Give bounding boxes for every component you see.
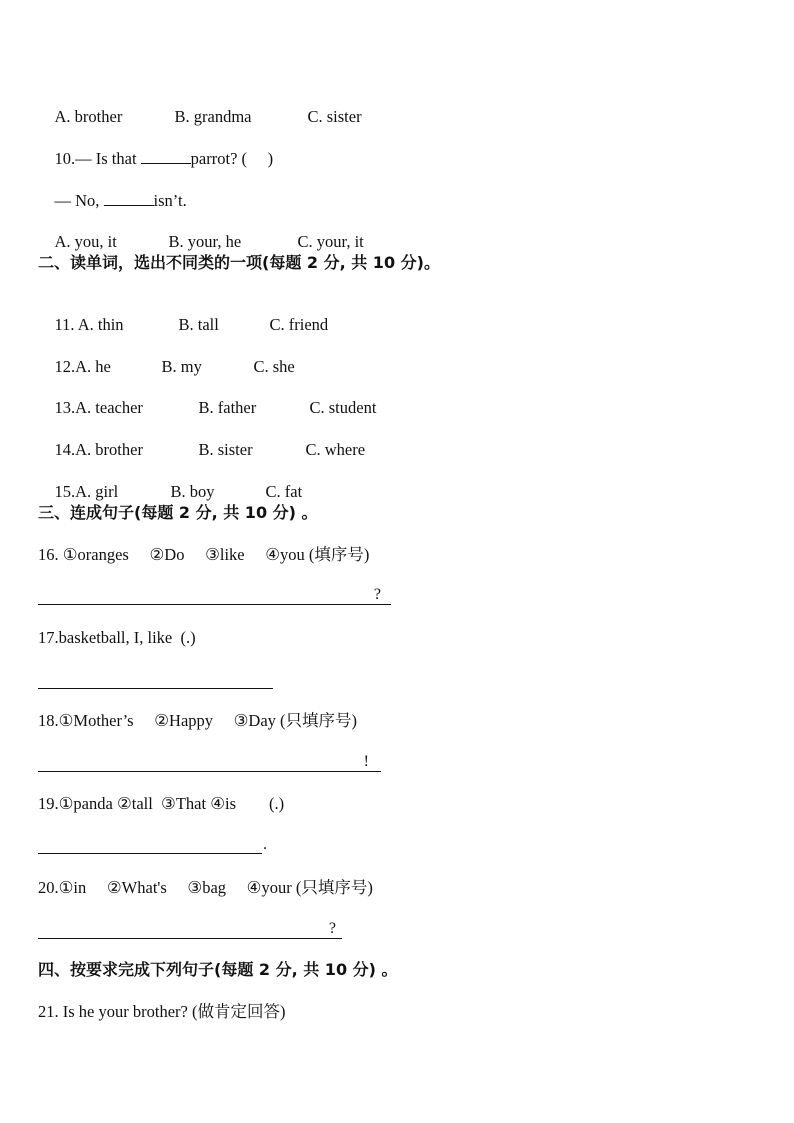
q9-option-a: A. brother [54, 107, 123, 126]
q10-prompt-end: parrot? ( ) [190, 149, 274, 168]
q18-answer-line[interactable] [38, 751, 381, 772]
q11-option-c: C. friend [269, 315, 329, 334]
q18-end-mark: ! [363, 753, 369, 770]
q14-option-a: 14.A. brother [54, 440, 143, 459]
q19-underline [38, 853, 262, 854]
q21-text: 21. Is he your brother? (做肯定回答) [38, 1002, 286, 1021]
q17-answer-line[interactable] [38, 668, 273, 689]
q18-text: 18.①Mother’s ②Happy ③Day (只填序号) [38, 711, 358, 730]
q11-option-b: B. tall [178, 315, 219, 334]
q20-answer-line[interactable] [38, 918, 342, 939]
q17-text: 17.basketball, I, like (.) [38, 628, 196, 647]
q14-option-c: C. where [305, 440, 366, 459]
section3-heading: 三、连成句子(每题 2 分, 共 10 分) 。 [38, 503, 318, 522]
q10-option-a: A. you, it [54, 232, 117, 251]
q10-option-c: C. your, it [297, 232, 364, 251]
section4-heading: 四、按要求完成下列句子(每题 2 分, 共 10 分) 。 [38, 960, 398, 979]
q12-option-c: C. she [253, 357, 295, 376]
q13-option-c: C. student [309, 398, 377, 417]
q16-text: 16. ①oranges ②Do ③like ④you (填序号) [38, 545, 370, 564]
q10-blank-1[interactable] [141, 149, 191, 164]
q15-option-c: C. fat [265, 482, 303, 501]
q16-answer-line[interactable] [38, 584, 391, 605]
q15-option-a: 15.A. girl [54, 482, 119, 501]
q13-option-a: 13.A. teacher [54, 398, 143, 417]
q10-reply-end: isn’t. [153, 191, 187, 210]
section2-heading: 二、读单词，选出不同类的一项(每题 2 分, 共 10 分)。 [38, 253, 440, 272]
q19-text: 19.①panda ②tall ③That ④is (.) [38, 794, 285, 813]
q9-option-b: B. grandma [174, 107, 252, 126]
q19-end-mark: . [263, 836, 267, 853]
q19-answer-line[interactable] [38, 834, 267, 854]
q16-end-mark: ? [373, 586, 381, 603]
q20-text: 20.①in ②What's ③bag ④your (只填序号) [38, 878, 373, 897]
q15-option-b: B. boy [170, 482, 215, 501]
q13-option-b: B. father [198, 398, 257, 417]
q12-option-a: 12.A. he [54, 357, 111, 376]
q9-option-c: C. sister [307, 107, 362, 126]
q14-option-b: B. sister [198, 440, 253, 459]
q11-option-a: 11. A. thin [54, 315, 124, 334]
q10-reply-start: — No, [54, 191, 104, 210]
q10-blank-2[interactable] [104, 191, 154, 206]
q10-option-b: B. your, he [168, 232, 242, 251]
q12-option-b: B. my [161, 357, 202, 376]
q10-prompt-start: 10.— Is that [54, 149, 141, 168]
q20-end-mark: ? [328, 920, 336, 937]
